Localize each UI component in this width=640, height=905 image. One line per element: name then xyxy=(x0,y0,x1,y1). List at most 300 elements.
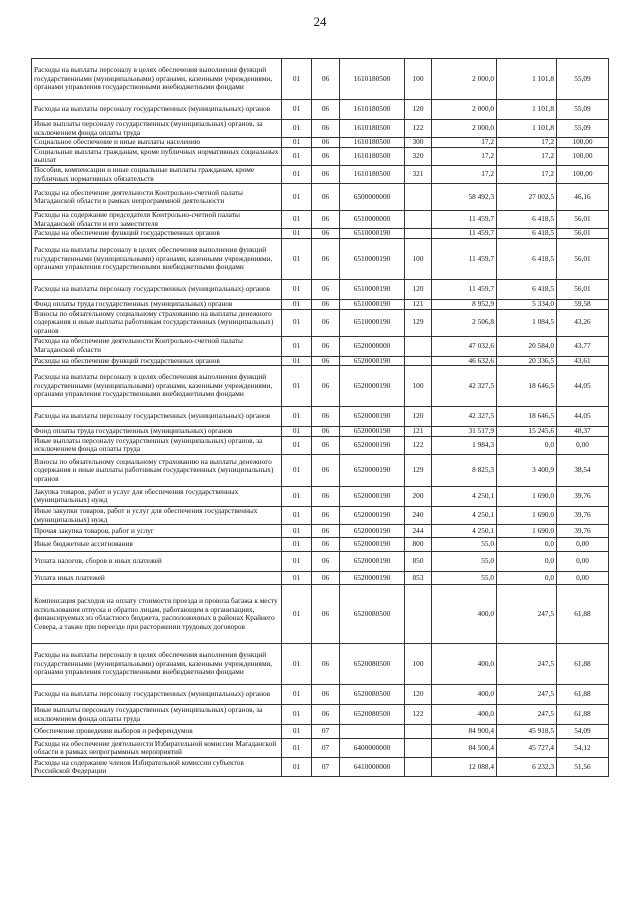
row-target-article-cell: 6510000190 xyxy=(340,309,405,336)
row-section-cell: 01 xyxy=(282,525,312,538)
row-planned-cell: 1 984,3 xyxy=(432,436,497,454)
row-name-cell: Расходы на выплаты персоналу государственных (муниципальных) органов xyxy=(32,100,282,120)
table-row xyxy=(32,758,609,777)
row-target-article-cell: 6520000190 xyxy=(340,454,405,486)
row-expense-type-cell: 244 xyxy=(405,525,432,538)
row-percent-cell: 56,01 xyxy=(557,229,609,239)
table-row xyxy=(32,59,609,100)
row-name-cell: Расходы на выплаты персоналу в целях обеспечения выполнения функций государственными (муниципальными) органами, казенными учреждениями, органами управления государственными внебюджетными фондами xyxy=(32,59,282,100)
row-subsection-cell: 06 xyxy=(312,454,340,486)
row-planned-cell: 11 459,7 xyxy=(432,211,497,229)
budget-table-body xyxy=(32,59,609,777)
row-target-article-cell: 6500000000 xyxy=(340,184,405,211)
row-section-cell: 01 xyxy=(282,427,312,437)
row-name-cell: Расходы на выплаты персоналу в целях обеспечения выполнения функций государственными (муниципальными) органами, казенными учреждениями, органами управления государственными внебюджетными фондами xyxy=(32,238,282,279)
row-planned-cell: 55,0 xyxy=(432,538,497,552)
row-target-article-cell: 1610180500 xyxy=(340,120,405,138)
row-executed-cell: 0,0 xyxy=(497,572,557,585)
table-row xyxy=(32,279,609,299)
row-subsection-cell: 06 xyxy=(312,525,340,538)
row-target-article-cell: 1610180500 xyxy=(340,100,405,120)
row-subsection-cell: 06 xyxy=(312,705,340,725)
row-subsection-cell: 07 xyxy=(312,758,340,777)
row-executed-cell: 18 646,5 xyxy=(497,407,557,427)
row-subsection-cell: 06 xyxy=(312,229,340,239)
row-percent-cell: 55,09 xyxy=(557,120,609,138)
row-section-cell: 01 xyxy=(282,356,312,366)
row-percent-cell: 0,00 xyxy=(557,436,609,454)
table-row xyxy=(32,552,609,572)
row-target-article-cell: 6510000190 xyxy=(340,229,405,239)
row-subsection-cell: 06 xyxy=(312,572,340,585)
row-name-cell: Иные закупки товаров, работ и услуг для обеспечения государственных (муниципальных) нужд xyxy=(32,506,282,524)
row-target-article-cell: 6520000190 xyxy=(340,538,405,552)
row-target-article-cell: 6520000190 xyxy=(340,366,405,407)
row-target-article-cell: 6520080500 xyxy=(340,585,405,644)
page-number: 24 xyxy=(313,14,327,29)
row-percent-cell: 38,54 xyxy=(557,454,609,486)
row-percent-cell: 100,00 xyxy=(557,147,609,165)
row-expense-type-cell xyxy=(405,211,432,229)
row-expense-type-cell: 853 xyxy=(405,572,432,585)
row-subsection-cell: 06 xyxy=(312,309,340,336)
row-target-article-cell: 6520080500 xyxy=(340,644,405,685)
row-percent-cell: 55,09 xyxy=(557,100,609,120)
row-expense-type-cell xyxy=(405,758,432,777)
row-planned-cell: 42 327,5 xyxy=(432,407,497,427)
row-executed-cell: 247,5 xyxy=(497,705,557,725)
row-expense-type-cell: 121 xyxy=(405,299,432,309)
row-target-article-cell: 6520000190 xyxy=(340,427,405,437)
row-target-article-cell: 6520000190 xyxy=(340,552,405,572)
row-section-cell: 01 xyxy=(282,59,312,100)
row-planned-cell: 17,2 xyxy=(432,138,497,148)
row-percent-cell: 56,01 xyxy=(557,238,609,279)
row-section-cell: 01 xyxy=(282,685,312,705)
row-expense-type-cell xyxy=(405,336,432,356)
row-executed-cell: 6 232,3 xyxy=(497,758,557,777)
row-name-cell: Расходы на выплаты персоналу в целях обеспечения выполнения функций государственными (муниципальными) органами, казенными учреждениями, органами управления государственными внебюджетными фондами xyxy=(32,366,282,407)
row-planned-cell: 17,2 xyxy=(432,147,497,165)
row-section-cell: 01 xyxy=(282,184,312,211)
row-percent-cell: 61,88 xyxy=(557,685,609,705)
row-expense-type-cell: 100 xyxy=(405,59,432,100)
table-row xyxy=(32,120,609,138)
row-section-cell: 01 xyxy=(282,538,312,552)
row-name-cell: Обеспечение проведения выборов и референдумов xyxy=(32,725,282,739)
table-row xyxy=(32,184,609,211)
row-planned-cell: 400,0 xyxy=(432,685,497,705)
row-subsection-cell: 06 xyxy=(312,211,340,229)
row-subsection-cell: 06 xyxy=(312,279,340,299)
row-percent-cell: 55,09 xyxy=(557,59,609,100)
row-expense-type-cell xyxy=(405,356,432,366)
row-section-cell: 01 xyxy=(282,165,312,183)
row-percent-cell: 100,00 xyxy=(557,165,609,183)
row-target-article-cell: 6520000190 xyxy=(340,506,405,524)
row-expense-type-cell: 200 xyxy=(405,486,432,506)
row-percent-cell: 61,88 xyxy=(557,705,609,725)
row-section-cell: 01 xyxy=(282,585,312,644)
row-expense-type-cell: 120 xyxy=(405,100,432,120)
row-percent-cell: 0,00 xyxy=(557,538,609,552)
row-name-cell: Уплата иных платежей xyxy=(32,572,282,585)
row-percent-cell: 44,05 xyxy=(557,366,609,407)
row-executed-cell: 6 418,5 xyxy=(497,279,557,299)
row-planned-cell: 4 250,1 xyxy=(432,506,497,524)
row-planned-cell: 4 250,1 xyxy=(432,525,497,538)
row-planned-cell: 46 632,6 xyxy=(432,356,497,366)
table-row xyxy=(32,585,609,644)
row-expense-type-cell: 120 xyxy=(405,279,432,299)
row-subsection-cell: 06 xyxy=(312,336,340,356)
row-name-cell: Расходы на выплаты персоналу государственных (муниципальных) органов xyxy=(32,279,282,299)
row-subsection-cell: 06 xyxy=(312,407,340,427)
row-target-article-cell: 6520080500 xyxy=(340,685,405,705)
table-row xyxy=(32,211,609,229)
row-section-cell: 01 xyxy=(282,725,312,739)
row-expense-type-cell: 100 xyxy=(405,644,432,685)
row-expense-type-cell xyxy=(405,739,432,758)
row-name-cell: Расходы на обеспечение деятельности Контрольно-счетной палаты Магаданской области в рамках непрограммной деятельности xyxy=(32,184,282,211)
table-row xyxy=(32,407,609,427)
row-name-cell: Иные бюджетные ассигнования xyxy=(32,538,282,552)
row-executed-cell: 18 646,5 xyxy=(497,366,557,407)
row-executed-cell: 27 002,5 xyxy=(497,184,557,211)
row-percent-cell: 54,09 xyxy=(557,725,609,739)
row-planned-cell: 8 825,3 xyxy=(432,454,497,486)
row-expense-type-cell: 122 xyxy=(405,120,432,138)
row-subsection-cell: 06 xyxy=(312,299,340,309)
row-planned-cell: 8 952,9 xyxy=(432,299,497,309)
table-row xyxy=(32,436,609,454)
table-row xyxy=(32,238,609,279)
table-row xyxy=(32,366,609,407)
row-section-cell: 01 xyxy=(282,336,312,356)
row-expense-type-cell xyxy=(405,184,432,211)
row-planned-cell: 2 506,8 xyxy=(432,309,497,336)
row-name-cell: Прочая закупка товаров, работ и услуг xyxy=(32,525,282,538)
row-executed-cell: 0,0 xyxy=(497,436,557,454)
row-name-cell: Фонд оплаты труда государственных (муниципальных) органов xyxy=(32,299,282,309)
row-name-cell: Расходы на обеспечение деятельности Избирательной комиссии Магаданской области в рамках непрограммных мероприятий xyxy=(32,739,282,758)
row-planned-cell: 4 250,1 xyxy=(432,486,497,506)
row-name-cell: Иные выплаты персоналу государственных (муниципальных) органов, за исключением фонда оплаты труда xyxy=(32,436,282,454)
row-executed-cell: 1 101,8 xyxy=(497,59,557,100)
row-section-cell: 01 xyxy=(282,506,312,524)
row-name-cell: Социальные выплаты гражданам, кроме публичных нормативных социальных выплат xyxy=(32,147,282,165)
row-target-article-cell: 6520000000 xyxy=(340,336,405,356)
row-executed-cell: 20 336,5 xyxy=(497,356,557,366)
row-section-cell: 01 xyxy=(282,299,312,309)
row-name-cell: Уплата налогов, сборов и иных платежей xyxy=(32,552,282,572)
row-executed-cell: 45 918,5 xyxy=(497,725,557,739)
row-executed-cell: 17,2 xyxy=(497,138,557,148)
row-executed-cell: 3 400,9 xyxy=(497,454,557,486)
row-planned-cell: 2 000,0 xyxy=(432,100,497,120)
row-planned-cell: 42 327,5 xyxy=(432,366,497,407)
row-expense-type-cell: 100 xyxy=(405,366,432,407)
row-target-article-cell: 6520000190 xyxy=(340,525,405,538)
table-row xyxy=(32,356,609,366)
row-executed-cell: 247,5 xyxy=(497,685,557,705)
row-percent-cell: 39,76 xyxy=(557,506,609,524)
row-expense-type-cell: 850 xyxy=(405,552,432,572)
table-row xyxy=(32,454,609,486)
table-row xyxy=(32,138,609,148)
row-name-cell: Расходы на содержание председателя Контрольно-счетной палаты Магаданской области и его заместителя xyxy=(32,211,282,229)
row-percent-cell: 61,88 xyxy=(557,644,609,685)
row-target-article-cell: 6520000190 xyxy=(340,486,405,506)
row-section-cell: 01 xyxy=(282,238,312,279)
row-subsection-cell: 06 xyxy=(312,100,340,120)
table-row xyxy=(32,572,609,585)
row-executed-cell: 1 690,0 xyxy=(497,486,557,506)
row-subsection-cell: 06 xyxy=(312,436,340,454)
row-section-cell: 01 xyxy=(282,229,312,239)
row-planned-cell: 31 517,9 xyxy=(432,427,497,437)
table-row xyxy=(32,538,609,552)
row-expense-type-cell: 120 xyxy=(405,407,432,427)
row-name-cell: Расходы на обеспечение деятельности Контрольно-счетной палаты Магаданской области xyxy=(32,336,282,356)
row-name-cell: Взносы по обязательному социальному страхованию на выплаты денежного содержания и иные выплаты работникам государственных (муниципальных) органов xyxy=(32,309,282,336)
row-section-cell: 01 xyxy=(282,644,312,685)
row-subsection-cell: 06 xyxy=(312,59,340,100)
row-name-cell: Фонд оплаты труда государственных (муниципальных) органов xyxy=(32,427,282,437)
row-subsection-cell: 06 xyxy=(312,147,340,165)
row-percent-cell: 43,26 xyxy=(557,309,609,336)
row-section-cell: 01 xyxy=(282,147,312,165)
row-section-cell: 01 xyxy=(282,739,312,758)
row-executed-cell: 1 084,5 xyxy=(497,309,557,336)
row-executed-cell: 5 334,0 xyxy=(497,299,557,309)
budget-table xyxy=(31,58,609,777)
row-name-cell: Компенсация расходов на оплату стоимости проезда и провоза багажа к месту использования отпуска и обратно лицам, работающим в организациях, финансируемых из областного бюджета, расположенных в районах Крайнего Севера, а также при переезде при расторжении трудовых договоров xyxy=(32,585,282,644)
row-section-cell: 01 xyxy=(282,758,312,777)
row-target-article-cell: 6510000190 xyxy=(340,299,405,309)
row-percent-cell: 43,61 xyxy=(557,356,609,366)
row-expense-type-cell: 240 xyxy=(405,506,432,524)
row-executed-cell: 1 101,8 xyxy=(497,120,557,138)
table-row xyxy=(32,299,609,309)
table-row xyxy=(32,147,609,165)
row-target-article-cell: 6510000190 xyxy=(340,279,405,299)
row-subsection-cell: 06 xyxy=(312,552,340,572)
row-section-cell: 01 xyxy=(282,279,312,299)
row-percent-cell: 39,76 xyxy=(557,525,609,538)
row-percent-cell: 46,16 xyxy=(557,184,609,211)
row-section-cell: 01 xyxy=(282,552,312,572)
row-section-cell: 01 xyxy=(282,705,312,725)
table-row xyxy=(32,100,609,120)
table-row xyxy=(32,427,609,437)
row-expense-type-cell: 320 xyxy=(405,147,432,165)
table-row xyxy=(32,486,609,506)
row-section-cell: 01 xyxy=(282,436,312,454)
row-executed-cell: 1 101,8 xyxy=(497,100,557,120)
row-percent-cell: 56,01 xyxy=(557,211,609,229)
row-subsection-cell: 06 xyxy=(312,427,340,437)
row-planned-cell: 55,0 xyxy=(432,552,497,572)
row-expense-type-cell: 120 xyxy=(405,685,432,705)
row-percent-cell: 48,37 xyxy=(557,427,609,437)
row-planned-cell: 11 459,7 xyxy=(432,229,497,239)
row-name-cell: Расходы на обеспечение функций государственных органов xyxy=(32,229,282,239)
row-percent-cell: 100,00 xyxy=(557,138,609,148)
row-name-cell: Расходы на обеспечение функций государственных органов xyxy=(32,356,282,366)
row-percent-cell: 39,76 xyxy=(557,486,609,506)
row-target-article-cell: 1610180500 xyxy=(340,147,405,165)
row-expense-type-cell: 129 xyxy=(405,309,432,336)
row-target-article-cell: 6410000000 xyxy=(340,758,405,777)
row-percent-cell: 56,01 xyxy=(557,279,609,299)
row-section-cell: 01 xyxy=(282,486,312,506)
row-expense-type-cell: 121 xyxy=(405,427,432,437)
row-subsection-cell: 06 xyxy=(312,585,340,644)
row-subsection-cell: 06 xyxy=(312,685,340,705)
row-target-article-cell: 1610180500 xyxy=(340,59,405,100)
row-percent-cell: 44,05 xyxy=(557,407,609,427)
row-percent-cell: 43,77 xyxy=(557,336,609,356)
table-row xyxy=(32,705,609,725)
row-planned-cell: 58 492,3 xyxy=(432,184,497,211)
row-executed-cell: 15 245,6 xyxy=(497,427,557,437)
row-section-cell: 01 xyxy=(282,120,312,138)
row-planned-cell: 47 032,6 xyxy=(432,336,497,356)
row-executed-cell: 247,5 xyxy=(497,585,557,644)
row-percent-cell: 0,00 xyxy=(557,572,609,585)
row-executed-cell: 17,2 xyxy=(497,147,557,165)
row-target-article-cell: 1610180500 xyxy=(340,138,405,148)
row-executed-cell: 1 690,0 xyxy=(497,506,557,524)
row-subsection-cell: 06 xyxy=(312,184,340,211)
table-row xyxy=(32,336,609,356)
row-subsection-cell: 06 xyxy=(312,120,340,138)
row-name-cell: Закупка товаров, работ и услуг для обеспечения государственных (муниципальных) нужд xyxy=(32,486,282,506)
row-target-article-cell: 6400000000 xyxy=(340,739,405,758)
row-percent-cell: 59,58 xyxy=(557,299,609,309)
row-expense-type-cell: 321 xyxy=(405,165,432,183)
row-target-article-cell: 6510000190 xyxy=(340,238,405,279)
row-executed-cell: 45 727,4 xyxy=(497,739,557,758)
table-row xyxy=(32,525,609,538)
row-name-cell: Расходы на содержание членов Избирательной комиссии субъектов Российской Федерации xyxy=(32,758,282,777)
row-planned-cell: 400,0 xyxy=(432,585,497,644)
row-expense-type-cell: 100 xyxy=(405,238,432,279)
row-executed-cell: 0,0 xyxy=(497,538,557,552)
row-subsection-cell: 06 xyxy=(312,138,340,148)
row-subsection-cell: 07 xyxy=(312,739,340,758)
row-executed-cell: 17,2 xyxy=(497,165,557,183)
row-target-article-cell: 6510000000 xyxy=(340,211,405,229)
row-executed-cell: 1 690,0 xyxy=(497,525,557,538)
row-name-cell: Взносы по обязательному социальному страхованию на выплаты денежного содержания и иные выплаты работникам государственных (муниципальных) органов xyxy=(32,454,282,486)
row-planned-cell: 400,0 xyxy=(432,644,497,685)
row-percent-cell: 61,88 xyxy=(557,585,609,644)
row-planned-cell: 84 900,4 xyxy=(432,725,497,739)
row-subsection-cell: 06 xyxy=(312,238,340,279)
row-expense-type-cell xyxy=(405,585,432,644)
table-row xyxy=(32,725,609,739)
row-planned-cell: 2 000,0 xyxy=(432,59,497,100)
row-name-cell: Иные выплаты персоналу государственных (муниципальных) органов, за исключением фонда оплаты труда xyxy=(32,705,282,725)
row-percent-cell: 0,00 xyxy=(557,552,609,572)
row-executed-cell: 247,5 xyxy=(497,644,557,685)
row-expense-type-cell xyxy=(405,229,432,239)
row-name-cell: Иные выплаты персоналу государственных (муниципальных) органов, за исключением фонда оплаты труда xyxy=(32,120,282,138)
table-row xyxy=(32,739,609,758)
row-planned-cell: 55,0 xyxy=(432,572,497,585)
row-subsection-cell: 06 xyxy=(312,165,340,183)
row-subsection-cell: 06 xyxy=(312,506,340,524)
row-target-article-cell: 6520080500 xyxy=(340,705,405,725)
row-subsection-cell: 06 xyxy=(312,366,340,407)
row-expense-type-cell xyxy=(405,725,432,739)
row-executed-cell: 6 418,5 xyxy=(497,238,557,279)
row-expense-type-cell: 122 xyxy=(405,705,432,725)
row-section-cell: 01 xyxy=(282,407,312,427)
row-expense-type-cell: 300 xyxy=(405,138,432,148)
row-planned-cell: 11 459,7 xyxy=(432,279,497,299)
row-subsection-cell: 06 xyxy=(312,486,340,506)
row-planned-cell: 2 000,0 xyxy=(432,120,497,138)
row-subsection-cell: 07 xyxy=(312,725,340,739)
row-name-cell: Пособия, компенсации и иные социальные выплаты гражданам, кроме публичных нормативных обязательств xyxy=(32,165,282,183)
table-row xyxy=(32,644,609,685)
row-section-cell: 01 xyxy=(282,366,312,407)
row-target-article-cell xyxy=(340,725,405,739)
table-row xyxy=(32,229,609,239)
row-section-cell: 01 xyxy=(282,309,312,336)
row-executed-cell: 6 418,5 xyxy=(497,211,557,229)
row-planned-cell: 11 459,7 xyxy=(432,238,497,279)
row-planned-cell: 400,0 xyxy=(432,705,497,725)
row-section-cell: 01 xyxy=(282,100,312,120)
row-expense-type-cell: 800 xyxy=(405,538,432,552)
row-executed-cell: 20 584,0 xyxy=(497,336,557,356)
row-planned-cell: 12 088,4 xyxy=(432,758,497,777)
row-section-cell: 01 xyxy=(282,454,312,486)
row-target-article-cell: 6520000190 xyxy=(340,436,405,454)
table-row xyxy=(32,506,609,524)
table-row xyxy=(32,685,609,705)
table-row xyxy=(32,165,609,183)
row-percent-cell: 54,12 xyxy=(557,739,609,758)
row-subsection-cell: 06 xyxy=(312,644,340,685)
row-subsection-cell: 06 xyxy=(312,538,340,552)
table-row xyxy=(32,309,609,336)
row-target-article-cell: 6520000190 xyxy=(340,572,405,585)
row-name-cell: Расходы на выплаты персоналу в целях обеспечения выполнения функций государственными (муниципальными) органами, казенными учреждениями, органами управления государственными внебюджетными фондами xyxy=(32,644,282,685)
row-percent-cell: 51,56 xyxy=(557,758,609,777)
row-planned-cell: 17,2 xyxy=(432,165,497,183)
row-executed-cell: 0,0 xyxy=(497,552,557,572)
row-target-article-cell: 6520000190 xyxy=(340,407,405,427)
row-section-cell: 01 xyxy=(282,572,312,585)
row-expense-type-cell: 122 xyxy=(405,436,432,454)
row-target-article-cell: 1610180500 xyxy=(340,165,405,183)
row-section-cell: 01 xyxy=(282,211,312,229)
row-target-article-cell: 6520000190 xyxy=(340,356,405,366)
row-section-cell: 01 xyxy=(282,138,312,148)
row-executed-cell: 6 418,5 xyxy=(497,229,557,239)
row-name-cell: Расходы на выплаты персоналу государственных (муниципальных) органов xyxy=(32,685,282,705)
row-planned-cell: 84 500,4 xyxy=(432,739,497,758)
row-expense-type-cell: 129 xyxy=(405,454,432,486)
row-subsection-cell: 06 xyxy=(312,356,340,366)
row-name-cell: Расходы на выплаты персоналу государственных (муниципальных) органов xyxy=(32,407,282,427)
row-name-cell: Социальное обеспечение и иные выплаты населению xyxy=(32,138,282,148)
